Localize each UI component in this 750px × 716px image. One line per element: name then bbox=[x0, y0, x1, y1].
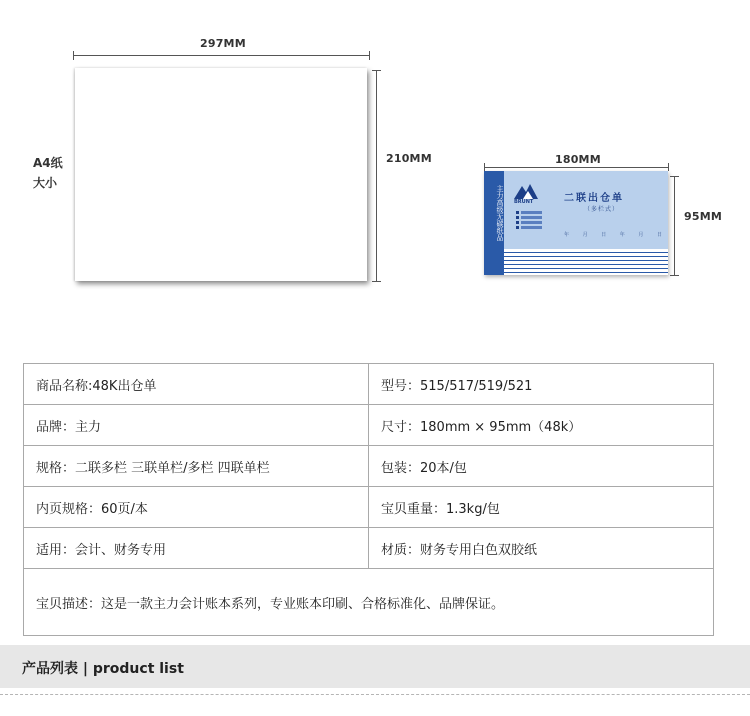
spec-cell-left: 规格：二联多栏 三联单栏/多栏 四联单栏 bbox=[24, 446, 369, 487]
spec-row bbox=[24, 487, 714, 528]
product-height-tick-top bbox=[670, 176, 679, 177]
a4-side-label-line1: A4纸 bbox=[33, 156, 63, 170]
a4-side-label bbox=[33, 153, 63, 193]
spec-cell-left: 内页规格：60页/本 bbox=[24, 487, 369, 528]
cover-fields: 年 月 日 年 月 日 bbox=[564, 232, 668, 238]
a4-paper-sheet bbox=[75, 68, 367, 281]
book-cover bbox=[504, 171, 668, 249]
a4-width-tick-left bbox=[73, 51, 74, 60]
product-book-image bbox=[484, 171, 668, 275]
product-height-dimension-line bbox=[674, 176, 675, 276]
spec-description-row bbox=[24, 569, 714, 636]
a4-width-label: 297MM bbox=[200, 37, 246, 50]
spec-cell-left: 适用：会计、财务专用 bbox=[24, 528, 369, 569]
spec-row bbox=[24, 446, 714, 487]
book-subtitle: （多栏式） bbox=[584, 206, 620, 213]
spec-row bbox=[24, 528, 714, 569]
spec-cell-left: 品牌：主力 bbox=[24, 405, 369, 446]
product-width-tick-right bbox=[668, 163, 669, 171]
spec-cell-right: 型号：515/517/519/521 bbox=[369, 364, 714, 405]
dotted-divider bbox=[0, 694, 750, 695]
product-list-header bbox=[0, 645, 750, 688]
product-width-label: 180MM bbox=[555, 153, 601, 166]
spec-description: 宝贝描述：这是一款主力会计账本系列，专业账本印刷、合格标准化、品牌保证。 bbox=[24, 569, 714, 636]
spec-row bbox=[24, 364, 714, 405]
product-list-title: 产品列表 | product list bbox=[22, 661, 184, 677]
brand-logo-icon bbox=[514, 183, 538, 199]
a4-width-dimension-line bbox=[73, 55, 370, 56]
spec-cell-left: 商品名称:48K出仓单 bbox=[24, 364, 369, 405]
spec-row bbox=[24, 405, 714, 446]
book-spine-text: 主力高级无碳纸品 bbox=[496, 185, 504, 241]
book-spine bbox=[484, 171, 504, 275]
spec-table bbox=[23, 363, 714, 636]
product-width-dimension-line bbox=[484, 167, 669, 168]
a4-width-tick-right bbox=[369, 51, 370, 60]
cover-info-lines bbox=[516, 211, 546, 231]
spec-cell-right: 包装：20本/包 bbox=[369, 446, 714, 487]
book-title: 二联出仓单 bbox=[564, 193, 624, 204]
product-height-tick-bottom bbox=[670, 275, 679, 276]
book-stripes bbox=[504, 249, 668, 275]
a4-height-dimension-line bbox=[376, 70, 377, 282]
brand-name: BRUNT bbox=[514, 199, 534, 205]
product-width-tick-left bbox=[484, 163, 485, 171]
a4-height-label: 210MM bbox=[386, 152, 432, 165]
a4-side-label-line2: 大小 bbox=[33, 176, 58, 190]
a4-height-tick-bottom bbox=[372, 281, 381, 282]
product-height-label: 95MM bbox=[684, 210, 723, 223]
spec-cell-right: 尺寸：180mm × 95mm（48k） bbox=[369, 405, 714, 446]
a4-height-tick-top bbox=[372, 70, 381, 71]
spec-cell-right: 材质：财务专用白色双胶纸 bbox=[369, 528, 714, 569]
spec-cell-right: 宝贝重量：1.3kg/包 bbox=[369, 487, 714, 528]
